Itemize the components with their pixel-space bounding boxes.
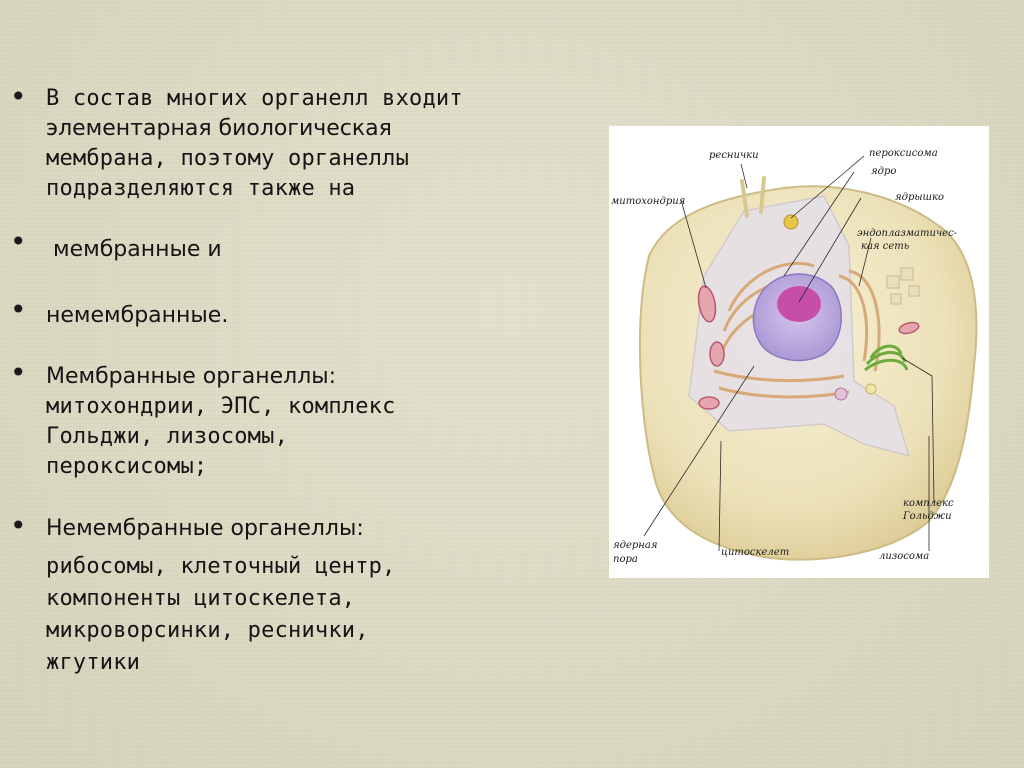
bullet-1-line-1: В состав многих органелл входит <box>46 86 463 111</box>
bullet-marker: • <box>10 356 27 389</box>
bullet-5-line-2: рибосомы, клеточный центр, <box>46 554 396 579</box>
cell-illustration <box>609 126 989 578</box>
bullet-2-line-1: мембранные и <box>46 237 222 262</box>
bullet-4-line-4: пероксисомы; <box>46 454 208 479</box>
bullet-5-line-5: жгутики <box>46 650 141 675</box>
bullet-marker: • <box>10 293 27 326</box>
bullet-4-line-1: Мембранные органеллы: <box>46 364 337 389</box>
bullet-marker: • <box>10 225 27 258</box>
cell-diagram <box>609 126 989 578</box>
label-nucleus: ядро <box>871 166 897 177</box>
label-er-line-1: эндоплазматичес- <box>857 228 958 239</box>
lysosome <box>835 388 847 400</box>
bullet-4-line-2: митохондрии, ЭПС, комплекс <box>46 394 396 419</box>
bullet-1-line-3: мембрана, поэтому органеллы <box>46 146 410 171</box>
label-cytoskeleton: цитоскелет <box>721 547 790 558</box>
peroxisome <box>784 215 798 229</box>
bullet-marker: • <box>10 80 27 113</box>
bullet-marker: • <box>10 509 27 542</box>
label-golgi-line-1: комплекс <box>903 498 954 509</box>
label-pore-line-1: ядерная <box>613 540 658 551</box>
nucleolus <box>777 286 821 322</box>
label-cilia: реснички <box>709 150 759 161</box>
label-golgi-line-2: Гольджи <box>903 511 952 522</box>
bullet-3-line-1: немембранные. <box>46 303 229 328</box>
bullet-5-line-4: микроворсинки, реснички, <box>46 618 369 643</box>
bullet-1-line-2: элементарная биологическая <box>46 116 392 141</box>
label-nucleolus: ядрышко <box>895 192 944 203</box>
label-mitochondria: митохондрия <box>611 196 686 207</box>
bullet-5-line-3: компоненты цитоскелета, <box>46 586 356 611</box>
vesicle <box>866 384 876 394</box>
label-lysosome: лизосома <box>879 551 930 562</box>
label-er-line-2: кая сеть <box>861 241 910 252</box>
bullet-1-line-4: подразделяются также на <box>46 176 356 201</box>
label-peroxisome: пероксисома <box>869 148 938 159</box>
bullet-4-line-3: Гольджи, лизосомы, <box>46 424 289 449</box>
bullet-5-line-1: Немембранные органеллы: <box>46 516 364 541</box>
label-pore-line-2: пора <box>613 554 638 565</box>
